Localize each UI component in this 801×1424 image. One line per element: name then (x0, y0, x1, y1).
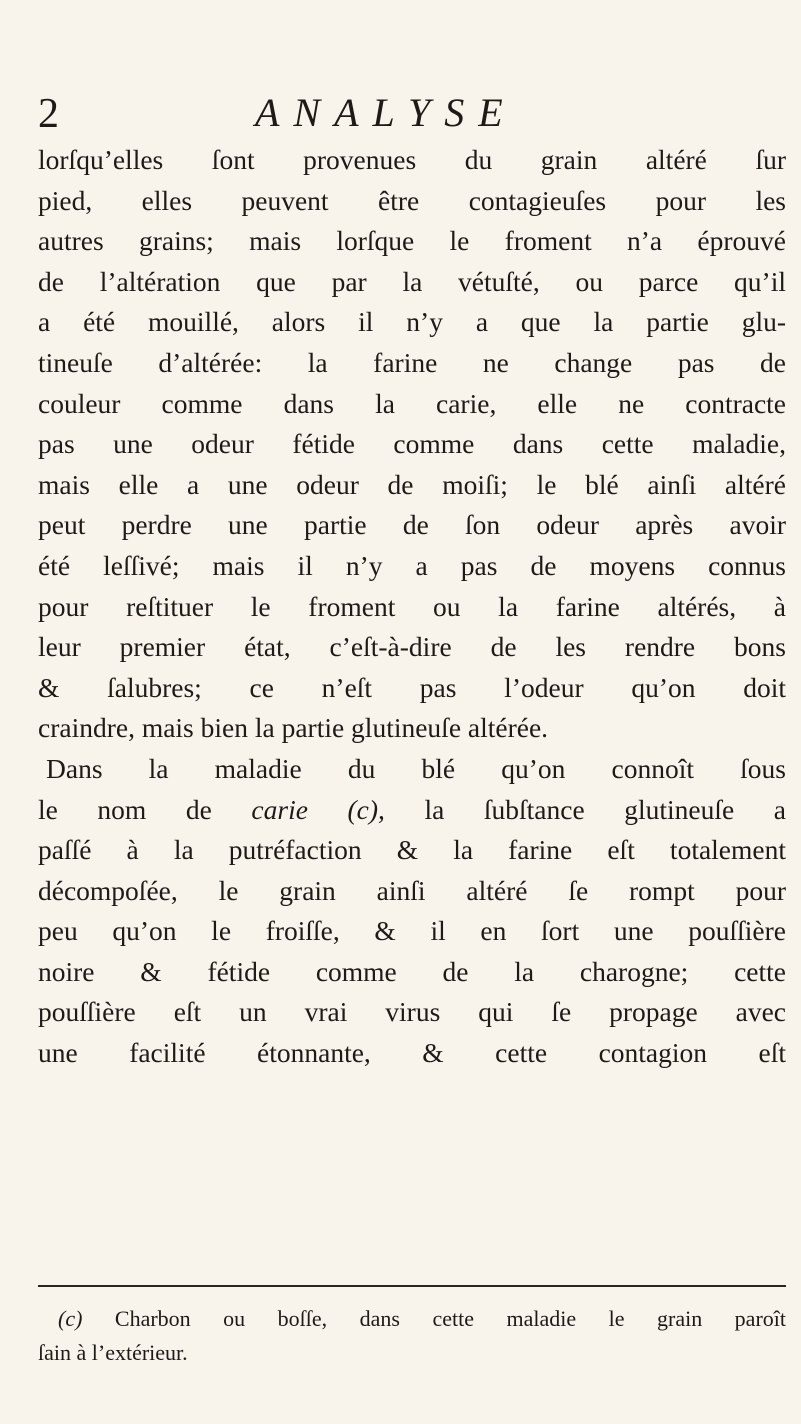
footnote-line (38, 1302, 786, 1336)
text-line: pas une odeur fétide comme dans cette maladie, (38, 428, 786, 460)
footnote-line: ſain à l’extérieur. (38, 1340, 188, 1365)
text-line: craindre, mais bien la partie glutineuſe altérée. (38, 712, 549, 744)
page-number: 2 (38, 91, 59, 137)
footnote-marker: (c) (58, 1306, 83, 1331)
text-line: noire & fétide comme de la charogne; cette (38, 955, 786, 987)
text-line: paſſé à la putréfaction & la farine eſt totalement (38, 834, 786, 866)
text-line: peu qu’on le froiſſe, & il en ſort une pouſſière (38, 915, 786, 947)
text-line: mais elle a une odeur de moiſi; le blé ainſi altéré (38, 468, 786, 500)
footnote-text: Charbon ou boſſe, dans cette maladie le grain paroît (82, 1306, 786, 1331)
text-segment: la ſubſtance glutineuſe a (384, 793, 786, 825)
body-text (38, 140, 786, 1074)
text-line: une facilité étonnante, & cette contagion eſt (38, 1037, 786, 1069)
footnote-reference: carie (c), (251, 793, 385, 825)
paragraph-start-line: Dans la maladie du blé qu’on connoît ſous (46, 752, 786, 784)
text-segment: le nom de (38, 793, 252, 825)
text-line: de l’altération que par la vétuſté, ou parce qu’il (38, 265, 786, 297)
text-line: couleur comme dans la carie, elle ne contracte (38, 387, 786, 419)
text-line-with-footnote-ref (38, 790, 786, 831)
text-line: autres grains; mais lorſque le froment n’a éprouvé (38, 225, 786, 257)
text-line: peut perdre une partie de ſon odeur après avoir (38, 509, 786, 541)
footnote-divider (38, 1285, 786, 1287)
running-head: ANALYSE (255, 90, 517, 135)
text-line: pour reſtituer le froment ou la farine altérés, à (38, 590, 786, 622)
text-line: pouſſière eſt un vrai virus qui ſe propage avec (38, 996, 786, 1028)
text-line: décompoſée, le grain ainſi altéré ſe rompt pour (38, 874, 786, 906)
text-line: & ſalubres; ce n’eſt pas l’odeur qu’on doit (38, 671, 786, 703)
text-line: leur premier état, c’eſt-à-dire de les rendre bons (38, 631, 786, 663)
text-line: été leſſivé; mais il n’y a pas de moyens connus (38, 549, 786, 581)
text-line: pied, elles peuvent être contagieuſes pour les (38, 184, 786, 216)
text-line: a été mouillé, alors il n’y a que la partie glu- (38, 306, 786, 338)
text-line: tineuſe d’altérée: la farine ne change pas de (38, 346, 786, 378)
text-line: lorſqu’elles ſont provenues du grain altéré ſur (38, 144, 786, 175)
footnote (38, 1302, 786, 1370)
